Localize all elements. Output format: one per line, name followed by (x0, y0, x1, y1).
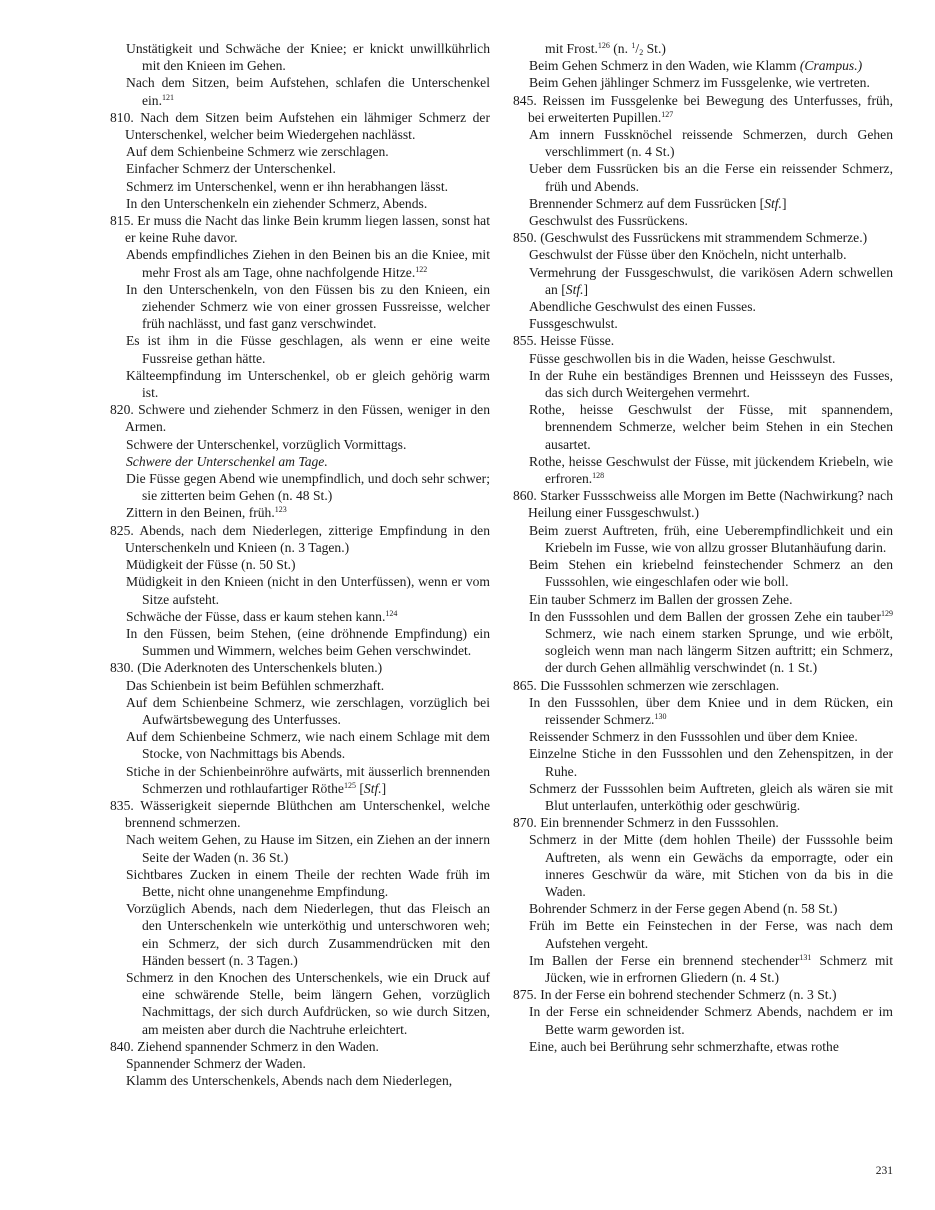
entry-text: Brennender Schmerz auf dem Fussrücken [Stf.] (529, 195, 787, 211)
entry-text: Abendliche Geschwulst des einen Fusses. (529, 299, 756, 315)
footnote-ref: 123 (274, 505, 287, 515)
numbered-entry: 865. Die Fusssohlen schmerzen wie zerschlagen. (513, 677, 780, 693)
footnote-ref: 126 (597, 41, 610, 50)
entry-text: Schwere der Unterschenkel am Tage. (126, 453, 328, 469)
numbered-entry: 840. Ziehend spannender Schmerz in den Waden. (110, 1038, 379, 1054)
footnote-ref: 128 (592, 471, 605, 481)
source-abbrev: Stf. (764, 195, 782, 211)
entry-text: Beim zuerst Auftreten, früh, eine Ueberempfindlichkeit und ein Kriebeln im Fusse, wie von allzu grosser Blutanhäufung darin. (529, 522, 893, 555)
footnote-ref: 129 (881, 608, 893, 618)
entry-text: Einzelne Stiche in den Fusssohlen und den Zehenspitzen, in der Ruhe. (529, 746, 893, 779)
entry-text: Auf dem Schienbeine Schmerz, wie zerschlagen, vorzüglich bei Aufwärtsbewegung des Unterfusses. (126, 694, 490, 727)
entry-text: Müdigkeit der Füsse (n. 50 St.) (126, 557, 296, 573)
entry-text: Schmerz in der Mitte (dem hohlen Theile) der Fusssohle beim Auftreten, als wenn ein Gewächs da emporragte, oder ein inneres Geschwür da wäre, mit Stichen von da bis in die Waden. (529, 832, 893, 899)
entry-text: Beim Stehen ein kriebelnd feinstechender Schmerz an den Fusssohlen, wie eingeschlafen oder wie boll. (529, 557, 893, 590)
entry-text: Geschwulst der Füsse über den Knöcheln, nicht unterhalb. (529, 247, 847, 263)
footnote-ref: 124 (385, 608, 398, 618)
entry-text: Reissender Schmerz in den Fusssohlen und über dem Kniee. (529, 729, 858, 745)
entry-text: Auf dem Schienbeine Schmerz, wie nach einem Schlage mit dem Stocke, von Nachmittags bis Abends. (126, 729, 490, 762)
entry-text: Beim Gehen jählinger Schmerz im Fussgelenke, wie vertreten. (529, 75, 870, 91)
entry-text: Schmerz im Unterschenkel, wenn er ihn herabhangen lässt. (126, 178, 448, 194)
entry-text: Es ist ihm in die Füsse geschlagen, als wenn er eine weite Fussreise gethan hätte. (126, 333, 490, 366)
numbered-entry: 875. In der Ferse ein bohrend stechender Schmerz (n. 3 St.) (513, 987, 837, 1003)
entry-text: Ein tauber Schmerz im Ballen der grossen Zehe. (529, 591, 793, 607)
entry-text: Schmerz der Fusssohlen beim Auftreten, gleich als wären sie mit Blut unterlaufen, unterköthig oder geschwürig. (529, 780, 893, 813)
entry-text: Sichtbares Zucken in einem Theile der rechten Wade früh im Bette, nicht ohne unangenehme Empfindung. (126, 866, 490, 899)
entry-text: Früh im Bette ein Feinstechen in der Ferse, was nach dem Aufstehen vergeht. (529, 918, 893, 951)
entry-text: Auf dem Schienbeine Schmerz wie zerschlagen. (126, 144, 389, 160)
entry-text: In der Ruhe ein beständiges Brennen und Heissseyn des Fusses, das sich durch Weitergehen vermehrt. (529, 367, 893, 401)
entry-text: Ueber dem Fussrücken bis an die Ferse ein reissender Schmerz, früh und Abends. (529, 161, 893, 194)
entry-text: Zittern in den Beinen, früh.$^{123}$ (126, 505, 287, 521)
entry-text: In den Unterschenkeln ein ziehender Schmerz, Abends. (126, 195, 428, 211)
fraction-slash: / (635, 41, 640, 56)
entry-text: In den Unterschenkeln, von den Füssen bis zu den Knieen, ein ziehender Schmerz wie von einer grossen Fussreisse, welcher früh nachlässt, und fast ganz verschwindet. (126, 281, 490, 332)
left-column (110, 40, 490, 1089)
entry-text: In den Füssen, beim Stehen, (eine dröhnende Empfindung) ein Summen und Wimmern, welches beim Gehen verschwindet. (126, 625, 490, 659)
entry-text: Füsse geschwollen bis in die Waden, heisse Geschwulst. (529, 350, 836, 366)
entry-text: Schwere der Unterschenkel, vorzüglich Vormittags. (126, 436, 407, 452)
entry-text: Stiche in der Schienbeinröhre aufwärts, mit äusserlich brennenden Schmerzen und rothlaufartiger Röthe$^{125}$ [Stf.] (126, 763, 490, 796)
entry-text: Vorzüglich Abends, nach dem Niederlegen, thut das Fleisch an den Unterschenkeln wie unterköthig und unterschworen weh; ein Schmerz, der sich durch Zusammendrücken mit den Händen bessert (n. 3 Tagen.) (126, 901, 490, 968)
footnote-ref: 130 (654, 711, 667, 721)
page-number: 231 (875, 1165, 893, 1177)
numbered-entry: 815. Er muss die Nacht das linke Bein krumm liegen lassen, sonst hat er keine Ruhe davor. (110, 213, 490, 246)
entry-text: Bohrender Schmerz in der Ferse gegen Abend (n. 58 St.) (529, 901, 838, 917)
entry-text: Nach weitem Gehen, zu Hause im Sitzen, ein Ziehen an der innern Seite der Waden (n. 36 St.) (126, 832, 490, 865)
numbered-entry: 860. Starker Fussschweiss alle Morgen im Bette (Nachwirkung? nach Heilung einer Fussgeschwulst.) (513, 488, 893, 521)
entry-text: Unstätigkeit und Schwäche der Kniee; er knickt unwillkührlich mit den Knieen im Gehen. (126, 41, 490, 74)
entry-text: Einfacher Schmerz der Unterschenkel. (126, 161, 336, 177)
source-abbrev: (Crampus.) (799, 58, 863, 74)
numbered-entry: 825. Abends, nach dem Niederlegen, zitterige Empfindung in den Unterschenkeln und Knieen (n. 3 Tagen.) (110, 522, 490, 555)
entry-text: Schwäche der Füsse, dass er kaum stehen kann.$^{124}$ (126, 608, 398, 624)
entry-text: Fussgeschwulst. (529, 316, 618, 332)
numbered-entry: 855. Heisse Füsse. (513, 333, 615, 349)
entry-text: In der Ferse ein schneidender Schmerz Abends, nachdem er im Bette warm geworden ist. (529, 1004, 893, 1037)
fraction-numerator: 1 (631, 41, 636, 50)
entry-text: In den Fusssohlen und dem Ballen der grossen Zehe ein tauber$^{129}$ Schmerz, wie nach einem starken Sprunge, und wie erbölt, sogleich wenn man nach längerm Sitzen auftritt; ein Schmerz, der durch Gehen allmählig verschwindet (n. 1 St.) (529, 608, 893, 676)
fraction-denominator: 2 (639, 48, 644, 57)
numbered-entry: 845. Reissen im Fussgelenke bei Bewegung des Unterfusses, früh, bei erweiterten Pupillen.$^{127}$ (513, 92, 893, 125)
entry-text: Im Ballen der Ferse ein brennend stechender$^{131}$ Schmerz mit Jücken, wie in erfrornen Gliedern (n. 4 St.) (529, 952, 893, 985)
source-abbrev: Stf. (363, 780, 382, 796)
right-column (513, 40, 893, 1055)
numbered-entry: 810. Nach dem Sitzen beim Aufstehen ein lähmiger Schmerz der Unterschenkel, welcher beim Wiedergehen nachlässt. (110, 109, 490, 143)
footnote-ref: 122 (415, 264, 428, 274)
entry-text: Spannender Schmerz der Waden. (126, 1055, 306, 1071)
numbered-entry: 820. Schwere und ziehender Schmerz in den Füssen, weniger in den Armen. (110, 402, 490, 435)
entry-text: In den Fusssohlen, über dem Kniee und in dem Rücken, ein reissender Schmerz.$^{130}$ (529, 694, 893, 727)
entry-text: Rothe, heisse Geschwulst der Füsse, mit spannendem, brennendem Schmerze, welcher beim Stehen in ein Stechen ausartet. (529, 402, 893, 452)
numbered-entry: 870. Ein brennender Schmerz in den Fusssohlen. (513, 815, 779, 831)
entry-text: Das Schienbein ist beim Befühlen schmerzhaft. (126, 677, 385, 693)
entry-text: Müdigkeit in den Knieen (nicht in den Unterfüssen), wenn er vom Sitze aufsteht. (126, 574, 490, 607)
entry-text: Beim Gehen Schmerz in den Waden, wie Klamm (Crampus.) (529, 58, 863, 74)
entry-text: Schmerz in den Knochen des Unterschenkels, wie ein Druck auf eine schwärende Stelle, beim längern Gehen, vorzüglich Nachmittags, der sich durch Aufdrücken, so wie durch Sitzen, am meisten aber durch die Nachtruhe erleichtert. (126, 969, 490, 1037)
entry-continuation: mit Frost.$^{126}$ (n. $^1$/2 St.) (545, 41, 666, 57)
entry-text: Abends empfindliches Ziehen in den Beinen bis an die Kniee, mit mehr Frost als am Tage, ohne nachfolgende Hitze.$^{122}$ (126, 247, 490, 280)
entry-text: Kälteempfindung im Unterschenkel, ob er gleich gehörig warm ist. (126, 367, 490, 401)
numbered-entry: 835. Wässerigkeit siepernde Blüthchen am Unterschenkel, welche brennend schmerzen. (110, 797, 490, 831)
footnote-ref: 125 (343, 780, 356, 790)
numbered-entry: 850. (Geschwulst des Fussrückens mit strammendem Schmerze.) (513, 230, 868, 246)
entry-text: Die Füsse gegen Abend wie unempfindlich, und doch sehr schwer; sie zitterten beim Gehen (n. 48 St.) (126, 471, 490, 504)
footnote-ref: 131 (799, 952, 812, 962)
entry-text: Geschwulst des Fussrückens. (529, 213, 688, 229)
source-abbrev: Stf. (565, 281, 584, 297)
footnote-ref: 127 (661, 109, 674, 119)
entry-text: Am innern Fussknöchel reissende Schmerzen, durch Gehen verschlimmert (n. 4 St.) (529, 127, 893, 160)
entry-text: Eine, auch bei Berührung sehr schmerzhafte, etwas rothe (529, 1038, 839, 1054)
numbered-entry: 830. (Die Aderknoten des Unterschenkels bluten.) (110, 660, 383, 676)
entry-text: Rothe, heisse Geschwulst der Füsse, mit jückendem Kriebeln, wie erfroren.$^{128}$ (529, 453, 893, 487)
entry-text: Nach dem Sitzen, beim Aufstehen, schlafen die Unterschenkel ein.$^{121}$ (126, 75, 490, 108)
footnote-ref: 121 (162, 92, 175, 102)
entry-text: Klamm des Unterschenkels, Abends nach dem Niederlegen, (126, 1073, 453, 1089)
entry-text: Vermehrung der Fussgeschwulst, die varikösen Adern schwellen an [Stf.] (529, 264, 893, 297)
